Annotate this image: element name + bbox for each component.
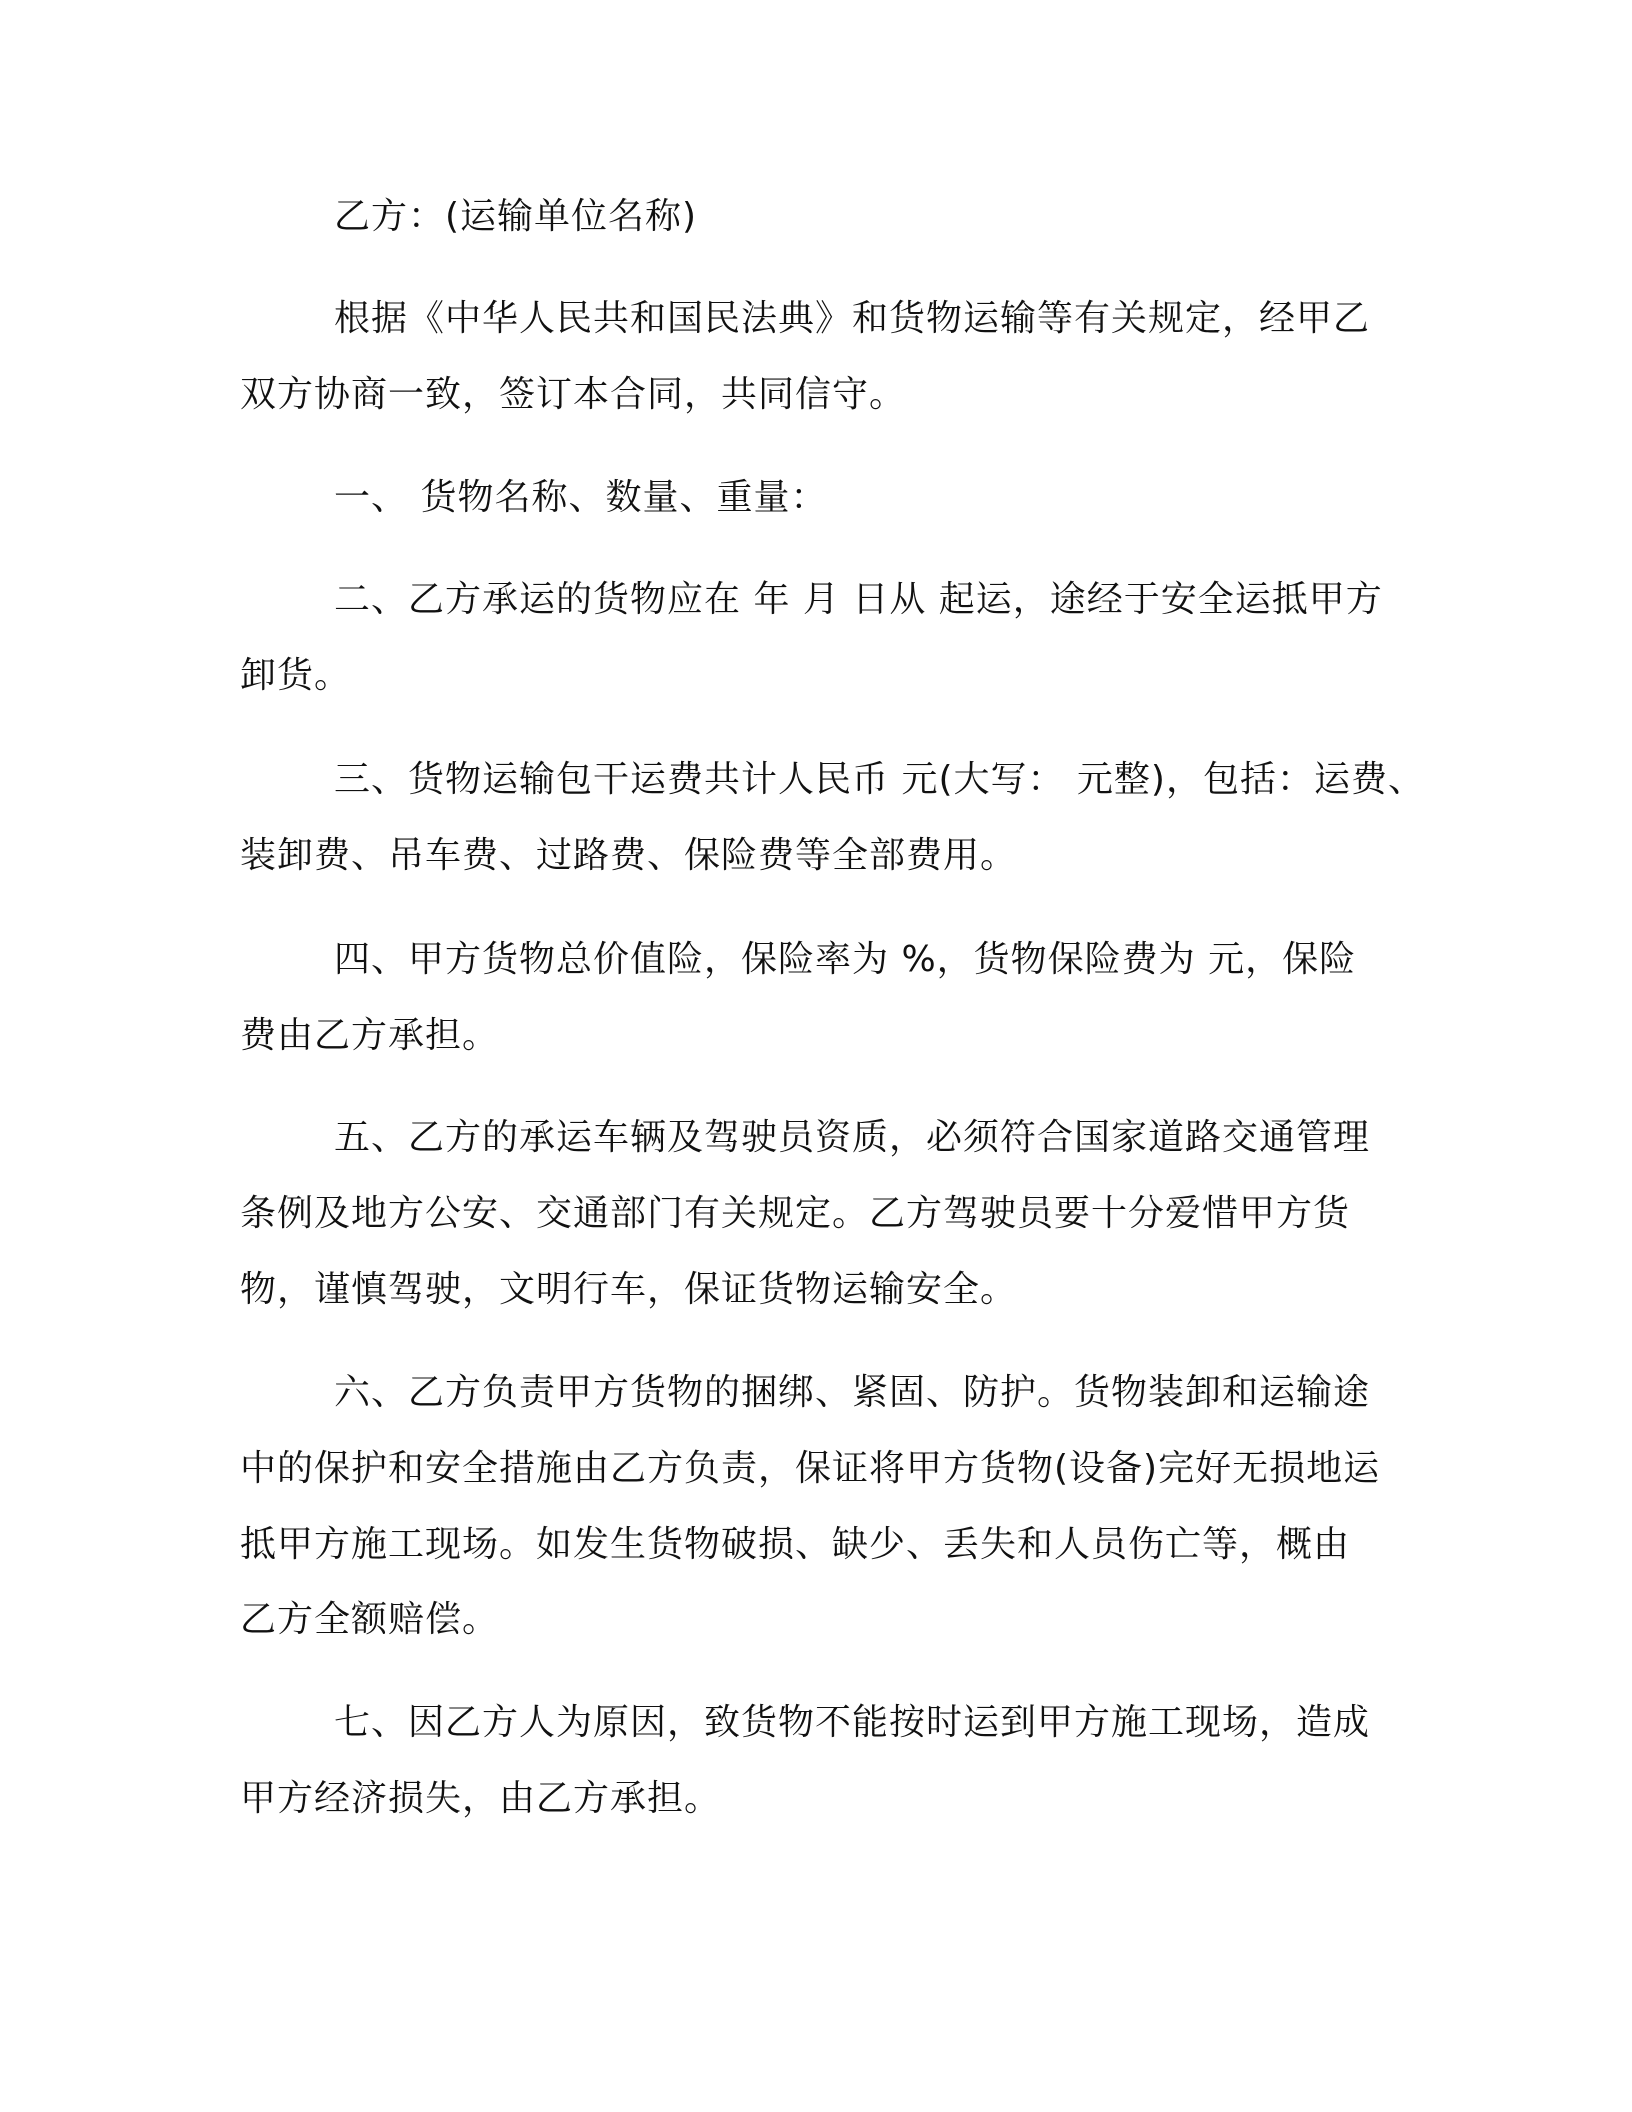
section-6-line-1: 六、乙方负责甲方货物的捆绑、紧固、防护。货物装卸和运输途 — [334, 1372, 1371, 1413]
section-3-line-2: 装卸费、吊车费、过路费、保险费等全部费用。 — [240, 835, 1018, 876]
section-1-heading: 一、 货物名称、数量、重量： — [334, 477, 828, 518]
section-7-line-1: 七、因乙方人为原因，致货物不能按时运到甲方施工现场，造成 — [334, 1702, 1371, 1743]
section-5-line-2: 条例及地方公安、交通部门有关规定。乙方驾驶员要十分爱惜甲方货 — [240, 1193, 1351, 1234]
section-4-line-1: 四、甲方货物总价值险，保险率为 %，货物保险费为 元，保险 — [334, 939, 1357, 980]
section-2-line-2: 卸货。 — [240, 655, 352, 696]
section-6-line-2: 中的保护和安全措施由乙方负责，保证将甲方货物(设备)完好无损地运 — [240, 1448, 1381, 1489]
section-3-line-1: 三、货物运输包干运费共计人民币 元(大写： 元整)，包括：运费、 — [334, 759, 1425, 800]
section-2-line-1: 二、乙方承运的货物应在 年 月 日从 起运，途经于安全运抵甲方 — [334, 579, 1383, 620]
section-6-line-4: 乙方全额赔偿。 — [240, 1599, 500, 1640]
section-5-line-1: 五、乙方的承运车辆及驾驶员资质，必须符合国家道路交通管理 — [334, 1117, 1371, 1158]
section-6-line-3: 抵甲方施工现场。如发生货物破损、缺少、丢失和人员伤亡等，概由 — [240, 1524, 1351, 1565]
party-b-line: 乙方：(运输单位名称) — [334, 196, 698, 237]
section-5-line-3: 物，谨慎驾驶，文明行车，保证货物运输安全。 — [240, 1269, 1018, 1310]
section-7-line-2: 甲方经济损失，由乙方承担。 — [240, 1778, 722, 1819]
paragraph-1-line-2: 双方协商一致，签订本合同，共同信守。 — [240, 374, 907, 415]
paragraph-1-line-1: 根据《中华人民共和国民法典》和货物运输等有关规定，经甲乙 — [334, 298, 1371, 339]
section-4-line-2: 费由乙方承担。 — [240, 1015, 500, 1056]
